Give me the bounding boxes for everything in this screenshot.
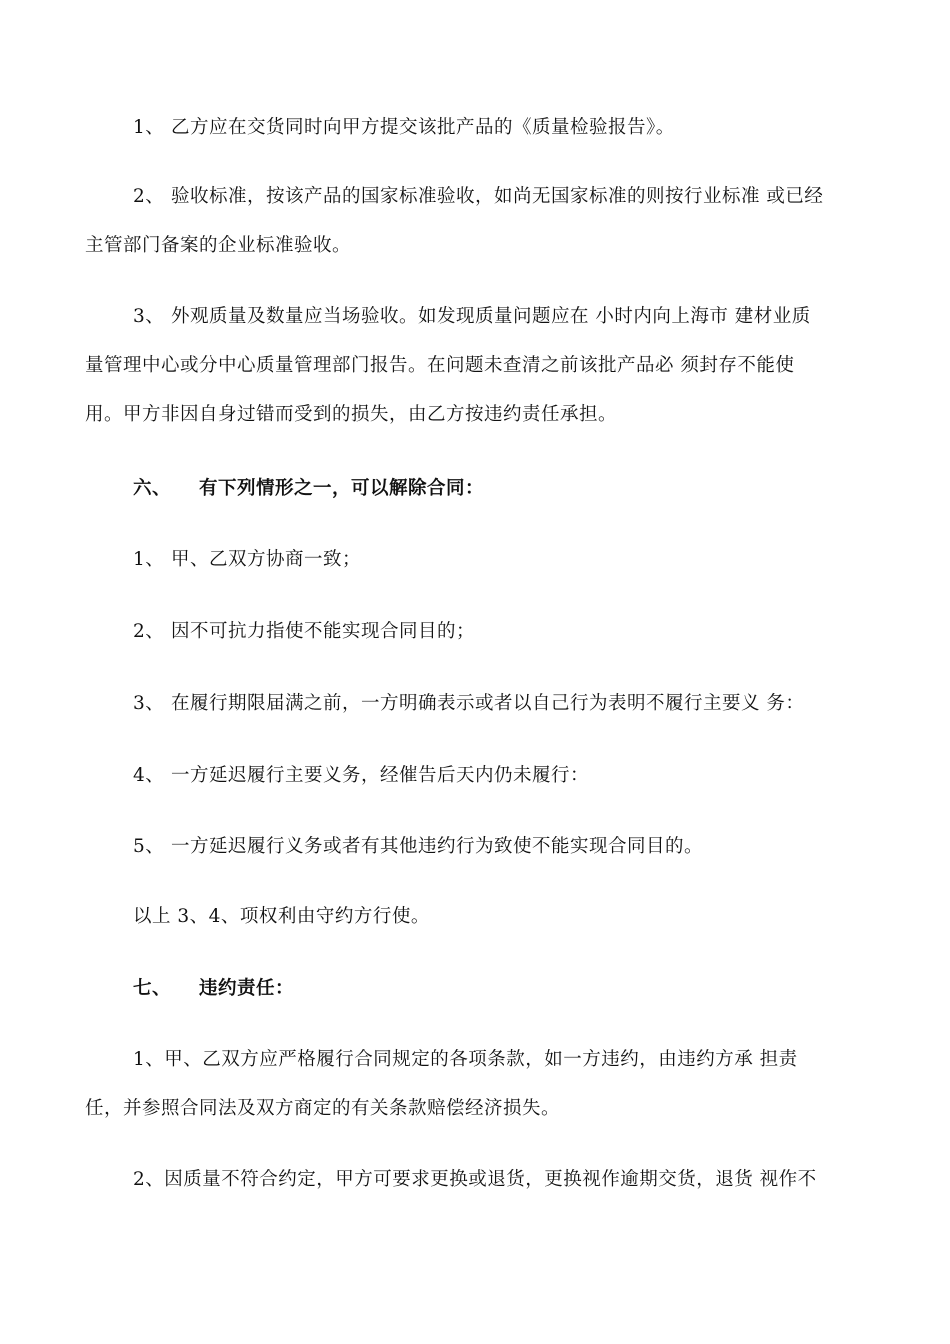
item-number: 1、	[133, 549, 165, 570]
section-number: 六、	[133, 478, 172, 499]
item-number: 2、	[133, 621, 165, 642]
s5-item-2-line-1	[133, 185, 875, 209]
item-number: 3、	[133, 306, 165, 327]
s6-note: 以上 3、4、项权利由守约方行使。	[133, 906, 430, 927]
s5-item-3-line-1	[133, 305, 875, 329]
item-text: 一方延迟履行义务或者有其他违约行为致使不能实现合同目的。	[171, 836, 704, 857]
section-6-heading	[133, 477, 923, 501]
s5-item-3-line-3: 用。甲方非因自身过错而受到的损失，由乙方按违约责任承担。	[85, 404, 618, 425]
item-text: 乙方应在交货同时向甲方提交该批产品的《质量检验报告》。	[171, 117, 675, 138]
item-text: 甲、乙双方协商一致；	[171, 549, 362, 570]
s6-item-1	[133, 548, 923, 572]
section-7-heading	[133, 977, 923, 1001]
s6-item-3	[133, 692, 923, 716]
s7-item-1-line-1: 1、甲、乙双方应严格履行合同规定的各项条款，如一方违约，由违约方承 担责	[133, 1049, 798, 1070]
item-text: 验收标准，按该产品的国家标准验收，如尚无国家标准的则按行业标准 或已经	[171, 186, 824, 207]
s7-item-1-line-2: 任，并参照合同法及双方商定的有关条款赔偿经济损失。	[85, 1098, 561, 1119]
item-text: 外观质量及数量应当场验收。如发现质量问题应在 小时内向上海市 建材业质	[171, 306, 811, 327]
s6-item-2	[133, 620, 923, 644]
item-text: 一方延迟履行主要义务，经催告后天内仍未履行：	[171, 765, 590, 786]
item-number: 2、	[133, 186, 165, 207]
s7-item-2-line-1: 2、因质量不符合约定，甲方可要求更换或退货，更换视作逾期交货，退货 视作不	[133, 1169, 817, 1190]
item-number: 4、	[133, 765, 165, 786]
s6-item-4	[133, 764, 923, 788]
item-text: 因不可抗力指使不能实现合同目的；	[171, 621, 476, 642]
item-number: 1、	[133, 117, 165, 138]
item-number: 3、	[133, 693, 165, 714]
section-title: 有下列情形之一，可以解除合同：	[199, 478, 485, 499]
s6-item-5	[133, 835, 923, 859]
item-number: 5、	[133, 836, 165, 857]
section-number: 七、	[133, 978, 172, 999]
item-text: 在履行期限届满之前，一方明确表示或者以自己行为表明不履行主要义 务：	[171, 693, 805, 714]
s5-item-3-line-2: 量管理中心或分中心质量管理部门报告。在问题未查清之前该批产品必 须封存不能使	[85, 355, 795, 376]
section-title: 违约责任：	[199, 978, 295, 999]
s5-item-2-line-2: 主管部门备案的企业标准验收。	[85, 235, 352, 256]
s5-item-1	[133, 116, 923, 140]
